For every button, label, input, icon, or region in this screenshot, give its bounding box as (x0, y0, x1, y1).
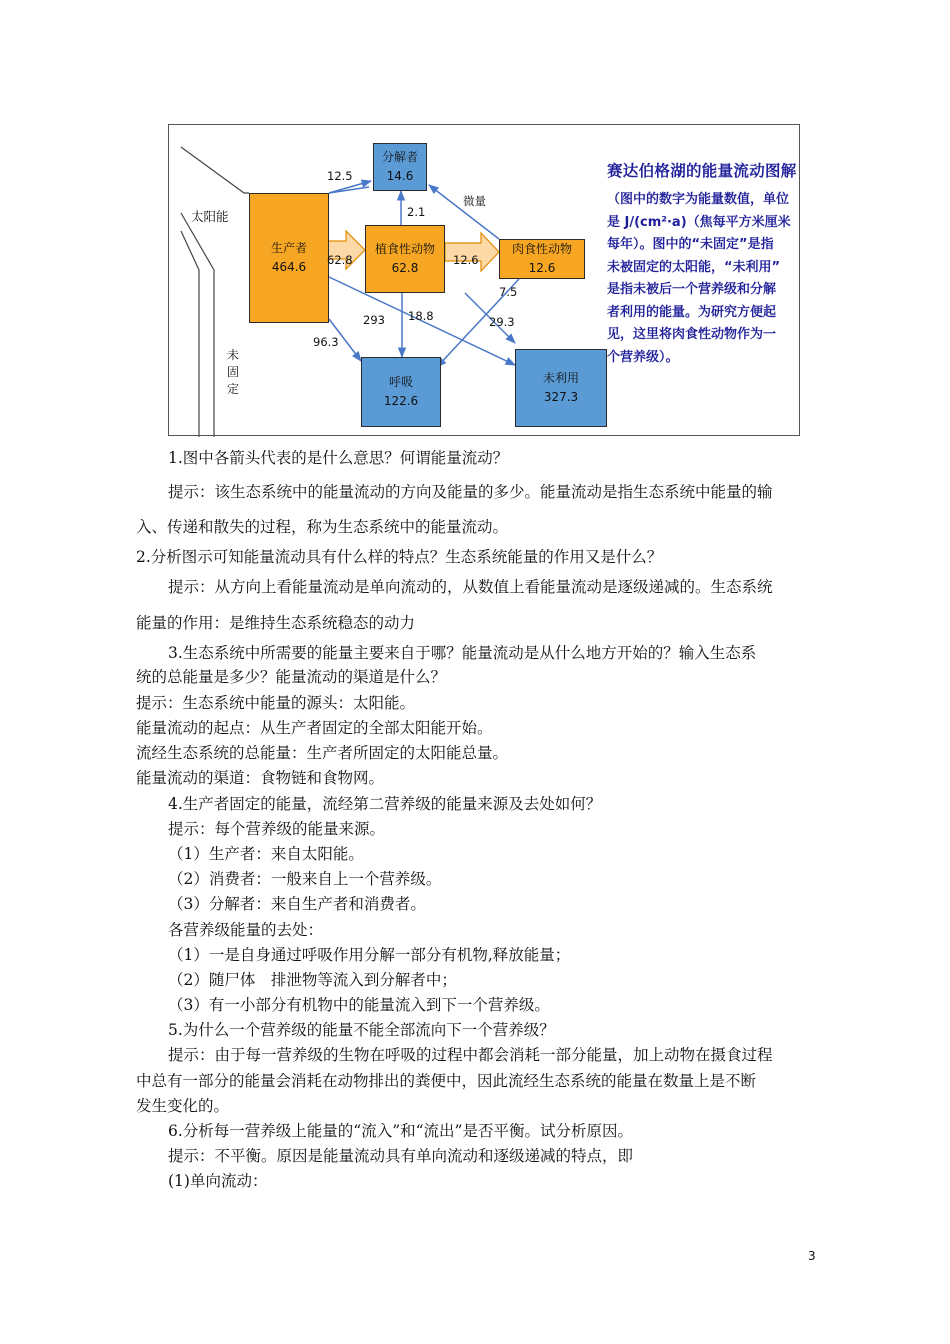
carnivore-box (499, 239, 585, 279)
sunlight-line (181, 147, 249, 193)
flow-herb-to-unused: 29.3 (489, 315, 515, 329)
page-number: 3 (808, 1249, 816, 1263)
caption-line: 见，这里将肉食性动物作为一 (607, 327, 777, 342)
flow-trace: 微量 (463, 194, 486, 208)
unused-box (515, 349, 607, 427)
answer-3-line-3: 流经生态系统的总能量：生产者所固定的太阳能总量。 (136, 744, 509, 762)
question-5: 5.为什么一个营养级的能量不能全部流向下一个营养级？ (168, 1021, 555, 1039)
answer-4-line-6: （1）一是自身通过呼吸作用分解一部分有机物,释放能量； (168, 946, 571, 964)
answer-4-line-3: （2）消费者：一般来自上一个营养级。 (168, 870, 442, 888)
question-4: 4.生产者固定的能量，流经第二营养级的能量来源及去处如何？ (168, 795, 602, 813)
answer-1-line-1: 提示：该生态系统中的能量流动的方向及能量的多少。能量流动是指生态系统中能量的输 (168, 483, 773, 501)
answer-5-line-1: 提示：由于每一营养级的生物在呼吸的过程中都会消耗一部分能量，加上动物在摄食过程 (168, 1046, 773, 1064)
caption-body (607, 189, 797, 369)
decomposer-name: 分解者 (381, 150, 418, 164)
caption-line: 未被固定的太阳能，“未利用” (607, 259, 781, 275)
flow-prod-to-decomp: 12.5 (327, 169, 353, 183)
flow-prod-to-unused: 293 (363, 313, 385, 327)
question-1: 1.图中各箭头代表的是什么意思？何谓能量流动？ (168, 449, 509, 467)
flow-herb-to-resp: 18.8 (408, 309, 434, 323)
respiration-name: 呼吸 (388, 375, 413, 389)
flow-prod-to-herb: 62.8 (327, 253, 353, 267)
answer-6-line-2: (1)单向流动： (168, 1172, 268, 1190)
answer-4-line-7: （2）随尸体 排泄物等流入到分解者中； (168, 971, 457, 989)
caption-line: 是 J/(cm²·a)（焦每平方米厘米 (607, 214, 791, 230)
question-3-line-2: 统的总能量是多少？能量流动的渠道是什么？ (136, 668, 447, 686)
carnivore-name: 肉食性动物 (511, 242, 572, 256)
herbivore-value: 62.8 (391, 261, 419, 275)
answer-4-line-2: （1）生产者：来自太阳能。 (168, 845, 364, 863)
unused-name: 未利用 (542, 371, 579, 385)
caption-line: 者利用的能量。为研究方便起 (607, 304, 777, 320)
sun-label: 太阳能 (191, 209, 229, 224)
respiration-box (361, 357, 441, 427)
answer-6-line-1: 提示：不平衡。原因是能量流动具有单向流动和逐级递减的特点，即 (168, 1147, 634, 1165)
flow-carn-to-resp: 7.5 (499, 285, 518, 299)
flow-prod-to-resp: 96.3 (313, 335, 339, 349)
answer-4-line-5: 各营养级能量的去处： (168, 921, 324, 939)
producer-value: 464.6 (271, 260, 307, 274)
answer-3-line-2: 能量流动的起点：从生产者固定的全部太阳能开始。 (136, 719, 493, 737)
answer-4-line-1: 提示：每个营养级的能量来源。 (168, 820, 386, 838)
carnivore-value: 12.6 (528, 261, 556, 275)
decomposer-box (373, 143, 427, 191)
question-6: 6.分析每一营养级上能量的“流入”和“流出”是否平衡。试分析原因。 (168, 1122, 633, 1140)
herbivore-box (365, 225, 445, 293)
answer-2-line-2: 能量的作用：是维持生态系统稳态的动力 (136, 614, 416, 632)
producer-box (249, 193, 329, 323)
caption-line: 个营养级）。 (607, 349, 679, 365)
herbivore-name: 植食性动物 (374, 242, 435, 256)
unused-value: 327.3 (543, 390, 579, 404)
unfixed-boundary-line-2 (181, 231, 199, 437)
energy-flow-figure (168, 124, 800, 436)
answer-2-line-1: 提示：从方向上看能量流动是单向流动的，从数值上看能量流动是逐级递减的。生态系统 (168, 578, 773, 596)
decomposer-value: 14.6 (386, 169, 414, 183)
answer-4-line-8: （3）有一小部分有机物中的能量流入到下一个营养级。 (168, 996, 550, 1014)
figure-caption (607, 159, 797, 369)
answer-5-line-2: 中总有一部分的能量会消耗在动物排出的粪便中，因此流经生态系统的能量在数量上是不断 (136, 1072, 757, 1090)
producer-name: 生产者 (270, 241, 307, 255)
unfixed-label: 未固定 (226, 348, 239, 396)
question-3-line-1: 3.生态系统中所需要的能量主要来自于哪？能量流动是从什么地方开始的？输入生态系 (168, 644, 757, 662)
question-2: 2.分析图示可知能量流动具有什么样的特点？生态系统能量的作用又是什么？ (136, 548, 663, 566)
respiration-value: 122.6 (383, 394, 419, 408)
flow-herb-to-carn: 12.6 (453, 253, 479, 267)
caption-line: 是指未被后一个营养级和分解 (607, 282, 777, 297)
flow-herb-to-decomp: 2.1 (407, 205, 426, 219)
answer-3-line-1: 提示：生态系统中能量的源头：太阳能。 (136, 694, 416, 712)
caption-line: 每年）。图中的“未固定”是指 (607, 237, 774, 252)
answer-5-line-3: 发生变化的。 (136, 1097, 230, 1115)
answer-1-line-2: 入、传递和散失的过程，称为生态系统中的能量流动。 (136, 518, 509, 536)
answer-3-line-4: 能量流动的渠道：食物链和食物网。 (136, 769, 385, 787)
caption-title: 赛达伯格湖的能量流动图解 (607, 162, 797, 180)
unfixed-boundary-line-1 (181, 213, 214, 437)
answer-4-line-4: （3）分解者：来自生产者和消费者。 (168, 895, 426, 913)
caption-line: （图中的数字为能量数值，单位 (607, 192, 790, 207)
